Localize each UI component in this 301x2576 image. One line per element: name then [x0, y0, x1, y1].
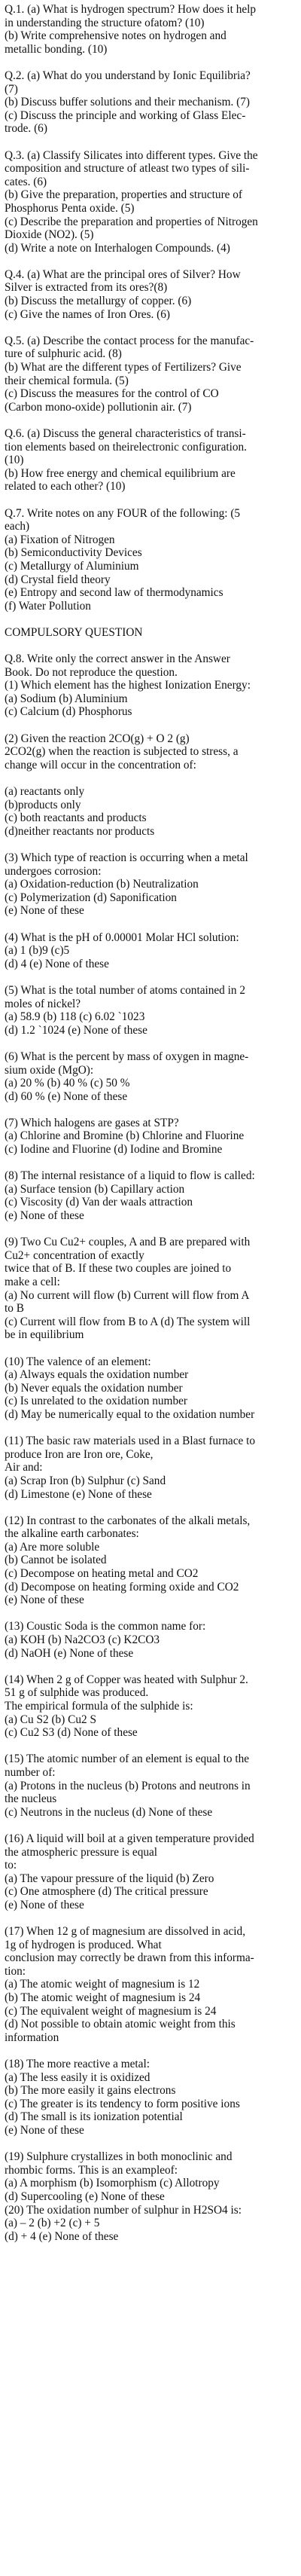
- text-line: (a) Scrap Iron (b) Sulphur (c) Sand: [5, 1474, 166, 1487]
- text-line: (d) May be numerically equal to the oxidation number: [5, 1407, 255, 1421]
- text-line: (c) Is unrelated to the oxidation number: [5, 1395, 187, 1408]
- question-block: [5, 626, 296, 640]
- question-block: [5, 268, 296, 321]
- text-line: the alkaline earth carbonates:: [5, 1527, 139, 1541]
- text-line: (a) – 2 (b) +2 (c) + 5: [5, 2217, 100, 2230]
- text-line: produce Iron are Iron ore, Coke,: [5, 1447, 154, 1461]
- text-line: (b) The more easily it gains electrons: [5, 2084, 176, 2098]
- text-line: (a) 20 % (b) 40 % (c) 50 %: [5, 1077, 130, 1090]
- text-line: (c) Discuss the measures for the control of CO: [5, 387, 219, 401]
- text-line: (d) The small is its ionization potential: [5, 2110, 183, 2124]
- text-line: (a) Surface tension (b) Capillary action: [5, 1182, 185, 1196]
- text-line: (b) Discuss the metallurgy of copper. (6): [5, 295, 192, 308]
- text-line: (c) One atmosphere (d) The critical pressure: [5, 1885, 208, 1899]
- text-line: (d) Decompose on heating forming oxide and CO2: [5, 1580, 239, 1594]
- text-line: (d) NaOH (e) None of these: [5, 1646, 134, 1660]
- text-line: Q.6. (a) Discuss the general characteristics of transi-: [5, 427, 246, 440]
- text-line: (a) 58.9 (b) 118 (c) 6.02 `1023: [5, 1010, 145, 1024]
- text-line: ture of sulphuric acid. (8): [5, 347, 122, 361]
- text-line: (15) The atomic number of an element is equal to the: [5, 1752, 250, 1766]
- text-line: (d) Limestone (e) None of these: [5, 1487, 152, 1501]
- text-line: to B: [5, 1302, 24, 1316]
- question-block: [5, 2150, 296, 2243]
- text-line: (a) Fixation of Nitrogen: [5, 533, 115, 546]
- question-block: [5, 1832, 296, 1912]
- text-line: Book. Do not reproduce the question.: [5, 665, 178, 679]
- text-line: Q.8. Write only the correct answer in the Answer: [5, 652, 230, 666]
- text-line: in understanding the structure ofatom? (10): [5, 16, 205, 29]
- question-block: [5, 652, 296, 719]
- text-line: (d) 60 % (e) None of these: [5, 1089, 128, 1103]
- text-line: (b) How free energy and chemical equilibrium are: [5, 466, 236, 480]
- text-line: COMPULSORY QUESTION: [5, 625, 143, 639]
- question-block: [5, 931, 296, 971]
- text-line: Silver is extracted from its ores?(8): [5, 281, 168, 295]
- text-line: (a) A morphism (b) Isomorphism (c) Allotropy: [5, 2177, 220, 2190]
- text-line: 51 g of sulphide was produced.: [5, 1686, 149, 1700]
- question-block: [5, 1435, 296, 1501]
- text-line: (c) Iodine and Fluorine (d) Iodine and Bromine: [5, 1143, 223, 1157]
- text-line: (a) Sodium (b) Aluminium: [5, 692, 128, 705]
- text-line: related to each other? (10): [5, 480, 126, 494]
- question-block: [5, 785, 296, 838]
- text-line: (a) reactants only: [5, 785, 85, 799]
- text-line: (8) The internal resistance of a liquid to flow is called:: [5, 1169, 255, 1183]
- question-block: [5, 1620, 296, 1660]
- text-line: (e) None of these: [5, 1898, 84, 1911]
- text-line: (c) Discuss the principle and working of Glass Elec-: [5, 108, 246, 122]
- question-block: [5, 3, 296, 56]
- question-block: [5, 1925, 296, 2044]
- question-block: [5, 732, 296, 772]
- text-line: Q.2. (a) What do you understand by Ionic Equilibria?: [5, 69, 251, 82]
- text-line: Cu2+ concentration of exactly: [5, 1248, 144, 1262]
- text-line: (a) Oxidation-reduction (b) Neutralization: [5, 878, 199, 891]
- text-line: (a) The vapour pressure of the liquid (b) Zero: [5, 1872, 214, 1885]
- text-line: (b)products only: [5, 798, 81, 811]
- text-line: (Carbon mono-oxide) pollutionin air. (7): [5, 400, 192, 414]
- text-line: (c) both reactants and products: [5, 811, 147, 825]
- text-line: (17) When 12 g of magnesium are dissolved in acid,: [5, 1925, 246, 1939]
- text-line: (f) Water Pollution: [5, 599, 91, 613]
- text-line: (e) None of these: [5, 1594, 84, 1607]
- text-line: (7): [5, 82, 18, 96]
- text-line: 1g of hydrogen is produced. What: [5, 1938, 162, 1951]
- text-line: (b) The atomic weight of magnesium is 24: [5, 1991, 201, 2005]
- text-line: metallic bonding. (10): [5, 42, 108, 56]
- text-line: tion elements based on theirelectronic configuration.: [5, 440, 247, 454]
- text-line: (b) Discuss buffer solutions and their mechanism. (7): [5, 96, 250, 109]
- text-line: (a) Are more soluble: [5, 1540, 100, 1554]
- text-line: (12) In contrast to the carbonates of the alkali metals,: [5, 1514, 251, 1527]
- question-block: [5, 1117, 296, 1157]
- text-line: (10) The valence of an element:: [5, 1355, 151, 1368]
- question-block: [5, 851, 296, 918]
- text-line: (b) What are the different types of Fertilizers? Give: [5, 361, 242, 374]
- text-line: (a) Chlorine and Bromine (b) Chlorine and Fluorine: [5, 1129, 245, 1143]
- text-line: twice that of B. If these two couples are joined to: [5, 1262, 232, 1276]
- text-line: (a) Cu S2 (b) Cu2 S: [5, 1713, 96, 1726]
- question-block: [5, 1673, 296, 1740]
- text-line: (c) The greater is its tendency to form positive ions: [5, 2097, 240, 2110]
- text-line: (a) Always equals the oxidation number: [5, 1368, 189, 1382]
- text-line: (d) + 4 (e) None of these: [5, 2229, 119, 2243]
- question-block: [5, 507, 296, 613]
- text-line: Q.5. (a) Describe the contact process for the manufac-: [5, 334, 254, 347]
- text-line: change will occur in the concentration of:: [5, 758, 196, 772]
- text-line: to:: [5, 1859, 17, 1872]
- text-line: (20) The oxidation number of sulphur in H2SO4 is:: [5, 2203, 242, 2217]
- question-block: [5, 1236, 296, 1342]
- text-line: number of:: [5, 1765, 56, 1779]
- question-block: [5, 1169, 296, 1222]
- text-line: (d) 4 (e) None of these: [5, 957, 109, 970]
- text-line: the nucleus: [5, 1792, 57, 1806]
- text-line: (e) None of these: [5, 1209, 84, 1223]
- text-line: (d) 1.2 `1024 (e) None of these: [5, 1023, 147, 1037]
- text-line: (b) Semiconductivity Devices: [5, 546, 142, 560]
- text-line: Q.1. (a) What is hydrogen spectrum? How does it help: [5, 3, 257, 16]
- text-line: (c) Metallurgy of Aluminium: [5, 559, 139, 573]
- text-line: (d) Crystal field theory: [5, 573, 111, 586]
- text-line: (18) The more reactive a metal:: [5, 2058, 150, 2071]
- text-line: undergoes corrosion:: [5, 864, 102, 878]
- text-line: (d) Supercooling (e) None of these: [5, 2189, 165, 2203]
- text-line: moles of nickel?: [5, 997, 81, 1010]
- text-line: their chemical formula. (5): [5, 374, 129, 387]
- text-line: be in equilibrium: [5, 1328, 84, 1342]
- text-line: (a) Protons in the nucleus (b) Protons and neutrons in: [5, 1779, 251, 1792]
- text-line: (c) Current will flow from B to A (d) The system will: [5, 1315, 251, 1328]
- text-line: (b) Cannot be isolated: [5, 1554, 107, 1567]
- text-line: (d) Write a note on Interhalogen Compounds. (4): [5, 241, 230, 255]
- text-line: (14) When 2 g of Copper was heated with Sulphur 2.: [5, 1673, 248, 1686]
- text-line: (6) What is the percent by mass of oxygen in magne-: [5, 1050, 249, 1063]
- text-line: (19) Sulphure crystallizes in both monoclinic and: [5, 2150, 233, 2164]
- text-line: each): [5, 520, 30, 533]
- text-line: make a cell:: [5, 1276, 60, 1288]
- text-line: conclusion may correctly be drawn from this informa-: [5, 1951, 254, 1965]
- text-line: (c) Decompose on heating metal and CO2: [5, 1567, 199, 1581]
- text-line: (a) 1 (b)9 (c)5: [5, 944, 70, 958]
- text-line: (10): [5, 454, 24, 467]
- text-line: cates. (6): [5, 175, 47, 188]
- text-line: information: [5, 2031, 59, 2044]
- text-line: (e) None of these: [5, 2124, 84, 2137]
- text-line: (c) Neutrons in the nucleus (d) None of these: [5, 1805, 213, 1819]
- question-block: [5, 1752, 296, 1819]
- text-line: (d) Not possible to obtain atomic weight from this: [5, 2018, 236, 2031]
- text-line: (5) What is the total number of atoms contained in 2: [5, 983, 246, 997]
- text-line: (c) Calcium (d) Phosphorus: [5, 705, 132, 719]
- text-line: (4) What is the pH of 0.00001 Molar HCl solution:: [5, 930, 239, 944]
- text-line: (c) Give the names of Iron Ores. (6): [5, 307, 171, 321]
- text-line: trode. (6): [5, 122, 47, 136]
- text-line: the atmospheric pressure is equal: [5, 1845, 158, 1859]
- text-line: (2) Given the reaction 2CO(g) + O 2 (g): [5, 732, 190, 745]
- text-line: (a) No current will flow (b) Current will flow from A: [5, 1288, 250, 1302]
- text-line: Phosphorus Penta oxide. (5): [5, 201, 135, 215]
- text-line: rhombic forms. This is an exampleof:: [5, 2163, 178, 2177]
- text-line: Q.7. Write notes on any FOUR of the following: (5: [5, 506, 241, 520]
- text-line: composition and structure of atleast two types of sili-: [5, 162, 250, 176]
- text-line: (c) Describe the preparation and properties of Nitrogen: [5, 215, 258, 228]
- question-block: [5, 335, 296, 414]
- text-line: (a) The atomic weight of magnesium is 12: [5, 1978, 200, 1991]
- text-line: (b) Write comprehensive notes on hydrogen and: [5, 29, 227, 43]
- text-line: (11) The basic raw materials used in a Blast furnace to: [5, 1435, 256, 1448]
- text-line: (e) Entropy and second law of thermodynamics: [5, 586, 223, 600]
- text-line: (13) Coustic Soda is the common name for:: [5, 1620, 206, 1633]
- text-line: Q.4. (a) What are the principal ores of Silver? How: [5, 267, 241, 281]
- text-line: Air and:: [5, 1461, 43, 1474]
- text-line: (7) Which halogens are gases at STP?: [5, 1116, 179, 1129]
- text-line: 2CO2(g) when the reaction is subjected to stress, a: [5, 745, 239, 759]
- text-line: (1) Which element has the highest Ionization Energy:: [5, 679, 251, 692]
- text-line: Dioxide (NO2). (5): [5, 228, 94, 242]
- text-line: (c) Cu2 S3 (d) None of these: [5, 1726, 138, 1740]
- text-line: (d)neither reactants nor products: [5, 824, 155, 838]
- question-block: [5, 2058, 296, 2137]
- text-line: (c) Viscosity (d) Van der waals attraction: [5, 1196, 193, 1209]
- question-block: [5, 69, 296, 136]
- text-line: (a) The less easily it is oxidized: [5, 2070, 150, 2084]
- text-line: (c) The equivalent weight of magnesium is 24: [5, 2004, 217, 2018]
- text-line: The empirical formula of the sulphide is:: [5, 1700, 193, 1713]
- question-block: [5, 984, 296, 1037]
- text-line: sium oxide (MgO):: [5, 1063, 94, 1077]
- text-line: (b) Never equals the oxidation number: [5, 1381, 183, 1395]
- question-block: [5, 1355, 296, 1422]
- text-line: (b) Give the preparation, properties and structure of: [5, 188, 243, 202]
- text-line: tion:: [5, 1964, 26, 1978]
- text-line: (16) A liquid will boil at a given temperature provided: [5, 1832, 254, 1845]
- text-line: (3) Which type of reaction is occurring when a metal: [5, 851, 248, 864]
- question-block: [5, 427, 296, 494]
- text-line: (9) Two Cu Cu2+ couples, A and B are prepared with: [5, 1236, 251, 1249]
- text-line: (e) None of these: [5, 904, 84, 918]
- question-block: [5, 149, 296, 255]
- text-line: (c) Polymerization (d) Saponification: [5, 891, 177, 904]
- question-block: [5, 1514, 296, 1607]
- text-line: Q.3. (a) Classify Silicates into different types. Give the: [5, 148, 258, 162]
- question-block: [5, 1050, 296, 1103]
- text-line: (a) KOH (b) Na2CO3 (c) K2CO3: [5, 1633, 160, 1647]
